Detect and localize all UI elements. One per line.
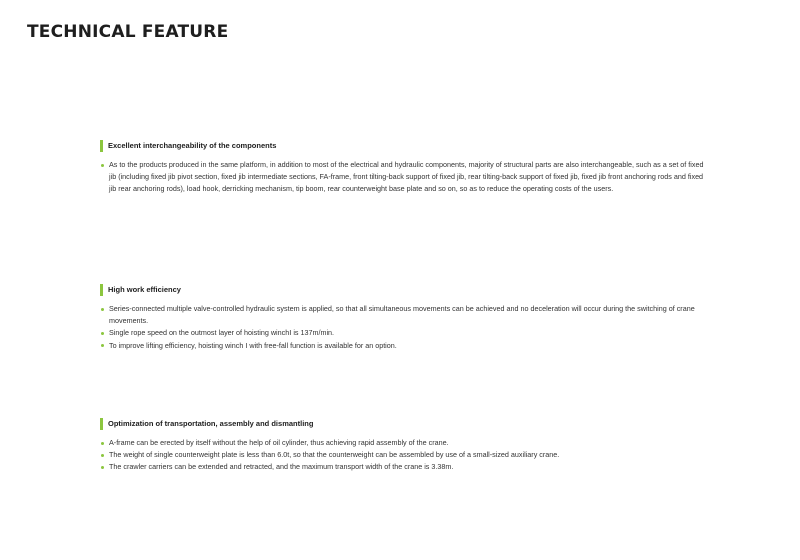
list-item	[100, 461, 710, 473]
section-header	[100, 140, 710, 153]
section-header	[100, 284, 710, 297]
bullet-icon	[101, 442, 104, 445]
list-item	[100, 449, 710, 461]
accent-bar	[100, 140, 103, 152]
bullet-icon	[101, 332, 104, 335]
list-item-text: Series-connected multiple valve-controlled hydraulic system is applied, so that all simultaneous movements can be achieved and no deceleration will occur during the switching of crane movements.	[109, 304, 695, 326]
list-item-text: Single rope speed on the outmost layer of hoisting winchⅠ is 137m/min.	[109, 328, 335, 338]
bullet-list	[100, 159, 710, 196]
bullet-list	[100, 303, 710, 352]
list-item	[100, 327, 710, 339]
list-item	[100, 159, 710, 196]
bullet-list	[100, 437, 710, 474]
bullet-icon	[101, 466, 104, 469]
bullet-icon	[101, 308, 104, 311]
section-interchangeability	[100, 140, 710, 196]
list-item-text: The weight of single counterweight plate is less than 6.0t, so that the counterweight can be assembled by use of a small-sized auxiliary crane.	[109, 450, 560, 460]
bullet-icon	[101, 344, 104, 347]
section-work-efficiency	[100, 284, 710, 352]
section-title: Excellent interchangeability of the components	[108, 141, 277, 150]
section-title: High work efficiency	[108, 285, 181, 294]
list-item	[100, 437, 710, 449]
accent-bar	[100, 418, 103, 430]
bullet-icon	[101, 454, 104, 457]
page-title: TECHNICAL FEATURE	[27, 22, 229, 42]
bullet-icon	[101, 164, 104, 167]
list-item-text: As to the products produced in the same platform, in addition to most of the electrical and hydraulic components, majority of structural parts are also interchangeable, such as a set of fixed jib (including fixed jib pivot section, fixed jib intermediate sections, FA-frame, front tilting-back support of fixed jib, rear tilting-back support of fixed jib, fixed jib front anchoring rods and fixed jib rear anchoring rods), load hook, derricking mechanism, tip boom, rear counterweight base plate and so on, so as to reduce the operating costs of the users.	[109, 160, 704, 194]
list-item-text: A-frame can be erected by itself without the help of oil cylinder, thus achieving rapid assembly of the crane.	[109, 438, 449, 447]
list-item	[100, 340, 710, 352]
section-transportation	[100, 418, 710, 474]
section-header	[100, 418, 710, 431]
list-item	[100, 303, 710, 327]
accent-bar	[100, 284, 103, 296]
list-item-text: To improve lifting efficiency, hoisting winch I with free-fall function is available for an option.	[109, 340, 397, 350]
list-item-text: The crawler carriers can be extended and retracted, and the maximum transport width of the crane is 3.38m.	[109, 462, 454, 472]
section-title: Optimization of transportation, assembly and dismantling	[108, 419, 314, 428]
